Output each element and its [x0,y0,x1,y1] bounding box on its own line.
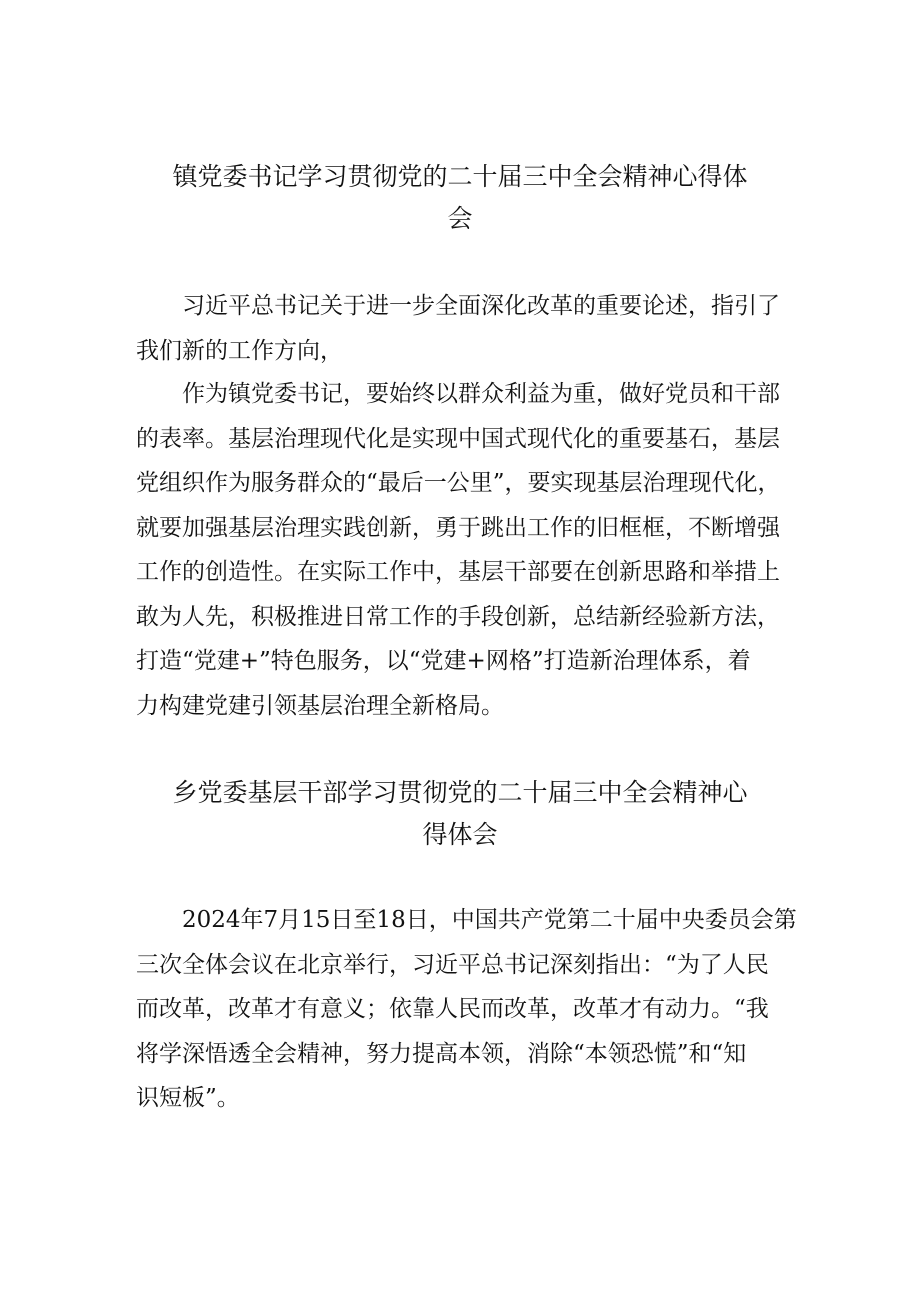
paragraph-line: 2024年7月15日至18日，中国共产党第二十届中央委员会第 [182,907,797,933]
title-line: 镇党委书记学习贯彻党的二十届三中全会精神心得体 [172,162,748,191]
section-1-paragraph-1 [136,284,796,373]
paragraph-line: 工作的创造性。在实际工作中，基层干部要在创新思路和举措上 [136,559,780,585]
title-line: 乡党委基层干部学习贯彻党的二十届三中全会精神心 [172,778,748,807]
paragraph-line: 将学深悟透全会精神，努力提高本领，消除“本领恐慌”和“知 [136,1040,747,1067]
paragraph-line: 识短板”。 [136,1085,240,1111]
paragraph-line: 作为镇党委书记，要始终以群众利益为重，做好党员和干部 [182,381,780,407]
paragraph-line: 习近平总书记关于进一步全面深化改革的重要论述，指引了 [182,293,780,319]
paragraph-line: 敢为人先，积极推进日常工作的手段创新，总结新经验新方法， [136,603,780,630]
section-1-paragraph-2 [136,372,796,728]
paragraph-line: 党组织作为服务群众的“最后一公里”，要实现基层治理现代化， [136,470,781,496]
paragraph-line: 就要加强基层治理实践创新，勇于跳出工作的旧框框，不断增强 [136,514,780,541]
paragraph-line: 的表率。基层治理现代化是实现中国式现代化的重要基石，基层 [136,425,780,452]
paragraph-line: 三次全体会议在北京举行，习近平总书记深刻指出：“为了人民 [136,951,769,978]
title-line: 得体会 [422,820,498,849]
paragraph-line: 力构建党建引领基层治理全新格局。 [136,692,504,719]
paragraph-line: 打造“党建+”特色服务，以“党建+网格”打造新治理体系，着 [136,648,751,674]
section-1-title [130,156,790,240]
title-line: 会 [447,204,473,233]
paragraph-line: 而改革，改革才有意义；依靠人民而改革，改革才有动力。“我 [136,996,769,1022]
section-2-paragraph-1 [136,898,796,1121]
section-2-title [130,772,790,856]
paragraph-line: 我们新的工作方向， [136,337,343,364]
